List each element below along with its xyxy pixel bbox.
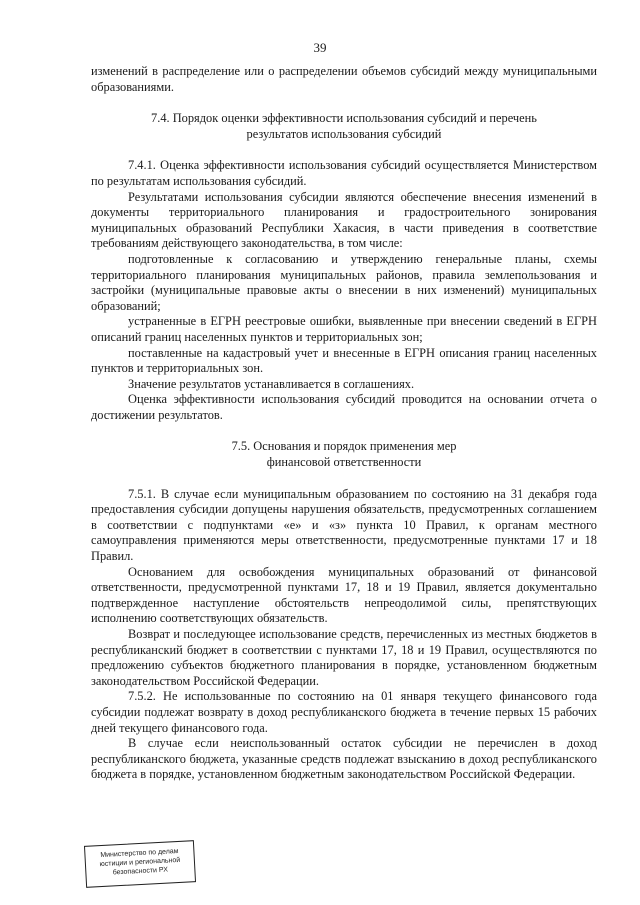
stamp-line2: юстиции и региональной xyxy=(99,856,181,869)
section-7-5-heading xyxy=(91,439,597,470)
paragraph-results: Результатами использования субсидии являются обеспечение внесения изменений в документы территориального планирования и градостроительного зонирования муниципальных образований Республики Хакасия, в части приведения в соответствие требованиям действующего законодательства, в том числе: xyxy=(91,189,597,251)
ministry-stamp xyxy=(84,840,196,888)
paragraph-values: Значение результатов устанавливается в соглашениях. xyxy=(128,376,415,391)
paragraph-recovery: В случае если неиспользованный остаток субсидии не перечислен в доход республиканского бюджета, указанные средств подлежат взысканию в доход республиканского бюджета в порядке, установленном бюджетным законодательством Российской Федерации. xyxy=(91,736,597,782)
stamp-line1: Министерство по делам xyxy=(100,847,179,860)
section-7-4-heading-line1: 7.4. Порядок оценки эффективности использования субсидий и перечень xyxy=(151,111,537,126)
stamp-line3: безопасности РХ xyxy=(112,866,169,877)
lead-paragraph: изменений в распределение или о распределении объемов субсидий между муниципальными образованиями. xyxy=(91,64,597,94)
paragraph-plans: подготовленные к согласованию и утверждению генеральные планы, схемы территориального планирования муниципальных районов, правила землепользования и застройки (муниципальные правовые акты о внесении в них изменений) муниципальных образований; xyxy=(91,251,597,313)
section-7-4-heading-line2: результатов использования субсидий xyxy=(246,126,442,141)
paragraph-assessment: Оценка эффективности использования субсидий проводится на основании отчета о достижении результатов. xyxy=(91,392,597,422)
paragraph-return: Возврат и последующее использование средств, перечисленных из местных бюджетов в республиканский бюджет в соответствии с пунктами 17, 18 и 19 Правил, осуществляются по предложению субъектов бюджетного планирования в порядке, установленном бюджетным законодательством Российской Федерации. xyxy=(91,627,597,688)
section-7-5-heading-line1: 7.5. Основания и порядок применения мер xyxy=(231,439,457,454)
page-number: 39 xyxy=(313,40,327,55)
paragraph-7-5-1: 7.5.1. В случае если муниципальным образованием по состоянию на 31 декабря года предоставления субсидии допущены нарушения обязательств, предусмотренных соглашением в соответствии с подпунктами «е» и «з» пункта 10 Правил, к органам местного самоуправления применяются меры ответственности, предусмотренные пунктами 17 и 18 Правил. xyxy=(91,486,597,564)
paragraph-cadastral: поставленные на кадастровый учет и внесенные в ЕГРН описания границ населенных пунктов и территориальных зон. xyxy=(91,345,597,376)
section-7-5-heading-line2: финансовой ответственности xyxy=(266,455,422,470)
document-body xyxy=(91,64,597,783)
section-7-4-heading xyxy=(91,111,597,142)
paragraph-7-5-2: 7.5.2. Не использованные по состоянию на 01 января текущего финансового года субсидии подлежат возврату в доход республиканского бюджета в течение первых 15 рабочих дней текущего финансового года. xyxy=(91,689,597,735)
paragraph-force-majeure: Основанием для освобождения муниципальных образований от финансовой ответственности, предусмотренной пунктами 17, 18 и 19 Правил, является документально подтвержденное наступление обстоятельств непреодолимой силы, препятствующих исполнению соответствующих обязательств. xyxy=(91,564,597,626)
paragraph-7-4-1: 7.4.1. Оценка эффективности использования субсидий осуществляется Министерством по результатам использования субсидий. xyxy=(91,158,597,188)
paragraph-errors: устраненные в ЕГРН реестровые ошибки, выявленные при внесении сведений в ЕГРН описаний границ населенных пунктов и территориальных зон; xyxy=(91,314,597,344)
